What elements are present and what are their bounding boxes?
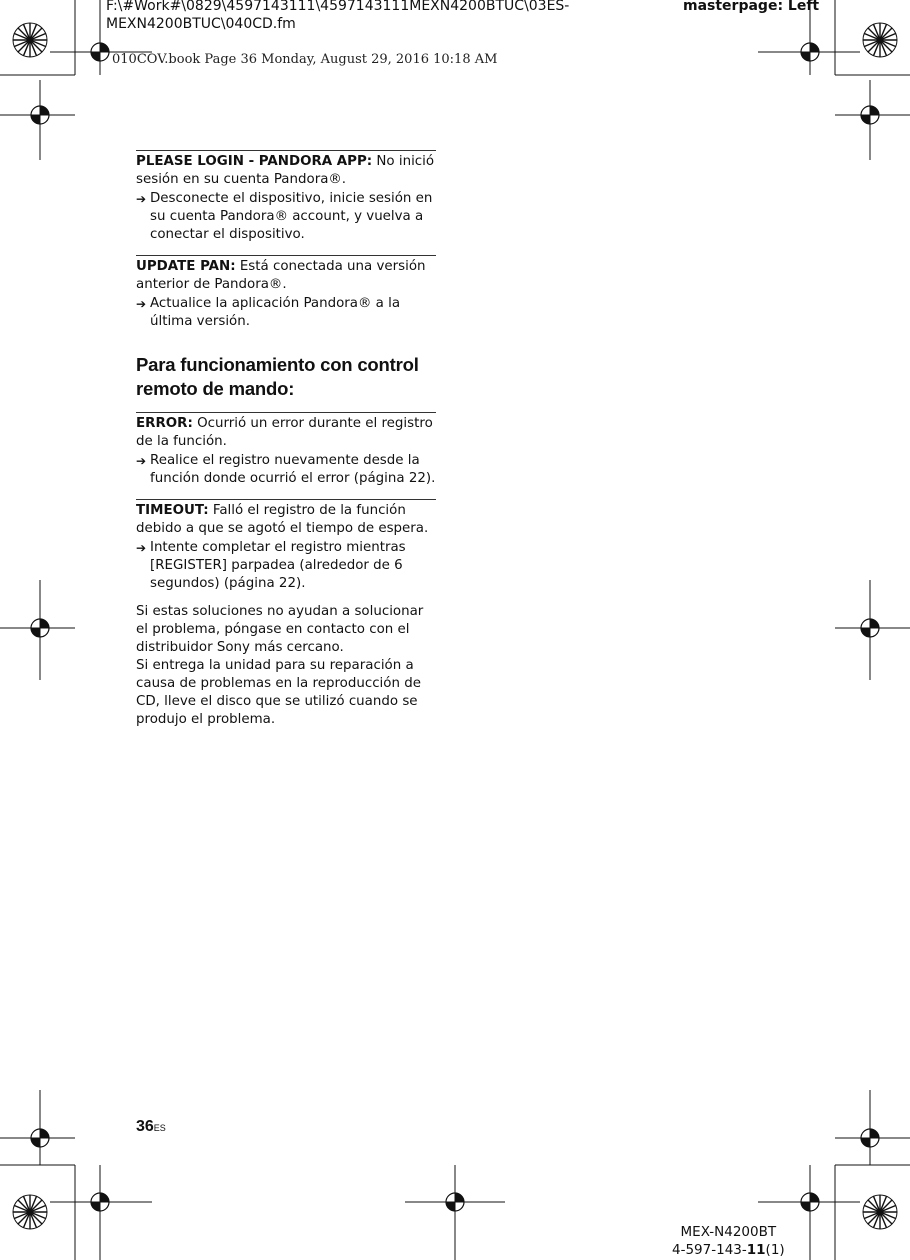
arrow-right-icon: ➔ bbox=[136, 297, 147, 311]
main-content bbox=[136, 150, 436, 729]
arrow-right-icon: ➔ bbox=[136, 454, 147, 468]
entry-term: PLEASE LOGIN - PANDORA APP: bbox=[136, 154, 373, 169]
entry-description: UPDATE PAN: Está conectada una versión anterior de Pandora®. bbox=[136, 259, 426, 292]
arrow-right-icon: ➔ bbox=[136, 192, 147, 206]
entry-description: ERROR: Ocurrió un error durante el registro de la función. bbox=[136, 416, 433, 449]
section-heading: Para funcionamiento con control remoto de mando: bbox=[136, 354, 419, 399]
entry-remedy: ➔ Desconecte el dispositivo, inicie sesión en su cuenta Pandora® account, y vuelva a conectar el dispositivo. bbox=[136, 191, 433, 242]
file-path-header bbox=[106, 0, 569, 33]
masterpage-label: masterpage: Left bbox=[683, 0, 820, 14]
message-entry-please-login bbox=[136, 150, 436, 244]
message-entry-timeout bbox=[136, 499, 436, 593]
part-number: 4-597-143-11(1) bbox=[672, 1242, 785, 1258]
closing-notes bbox=[136, 603, 436, 729]
entry-remedy: ➔ Intente completar el registro mientras [REGISTER] parpadea (alrededor de 6 segundos) (página 22). bbox=[136, 540, 406, 591]
entry-term: UPDATE PAN: bbox=[136, 259, 236, 274]
page-number-suffix: ES bbox=[153, 1123, 166, 1133]
entry-description: TIMEOUT: Falló el registro de la función debido a que se agotó el tiempo de espera. bbox=[136, 503, 429, 536]
page-number: 36ES bbox=[136, 1118, 166, 1135]
file-path-line-1: F:\#Work#\0829\4597143111\4597143111MEXN4200BTUC\03ES- bbox=[106, 0, 570, 14]
message-entry-update-pan bbox=[136, 255, 436, 331]
entry-remedy: ➔ Realice el registro nuevamente desde la función donde ocurrió el error (página 22). bbox=[136, 453, 436, 486]
arrow-right-icon: ➔ bbox=[136, 541, 147, 555]
file-path-line-2: MEXN4200BTUC\040CD.fm bbox=[106, 16, 296, 32]
entry-description: PLEASE LOGIN - PANDORA APP: No inició sesión en su cuenta Pandora®. bbox=[136, 154, 435, 187]
entry-remedy: ➔ Actualice la aplicación Pandora® a la última versión. bbox=[136, 296, 401, 329]
book-info: 010COV.book Page 36 Monday, August 29, 2016 10:18 AM bbox=[112, 52, 498, 67]
closing-paragraph-2: Si entrega la unidad para su reparación a causa de problemas en la reproducción de CD, lleve el disco que se utilizó cuando se produjo el problema. bbox=[136, 658, 421, 727]
message-entry-error bbox=[136, 412, 436, 488]
entry-term: ERROR: bbox=[136, 416, 193, 431]
footer-model-info bbox=[672, 1223, 785, 1259]
entry-term: TIMEOUT: bbox=[136, 503, 209, 518]
model-name: MEX-N4200BT bbox=[680, 1224, 777, 1240]
closing-paragraph-1: Si estas soluciones no ayudan a solucionar el problema, póngase en contacto con el distribuidor Sony más cercano. bbox=[136, 604, 424, 655]
